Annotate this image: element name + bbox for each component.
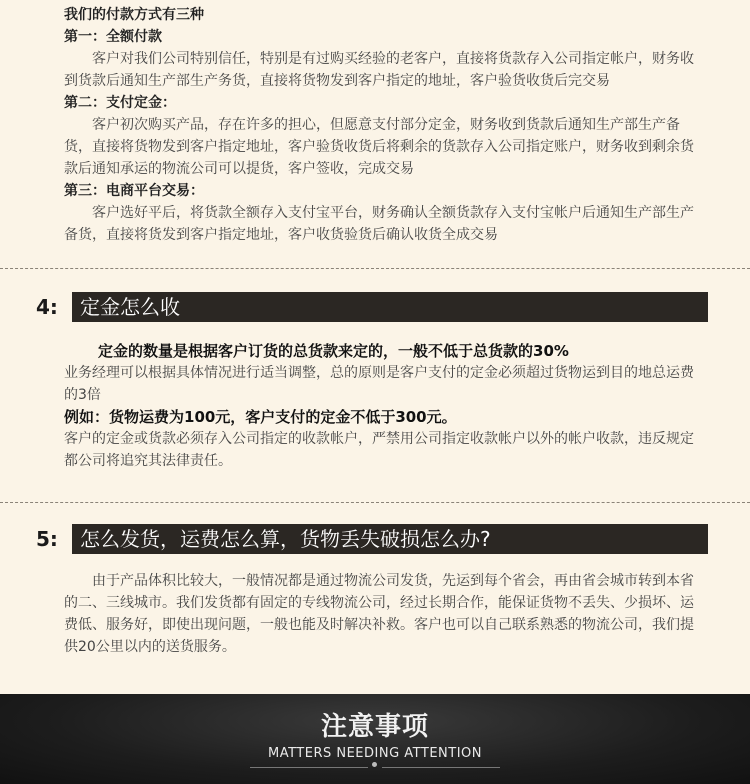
section-5-body	[64, 570, 704, 658]
section-number: 5:	[36, 527, 58, 551]
section-title: 定金怎么收	[80, 295, 180, 319]
banner-title: 注意事项	[320, 712, 429, 742]
banner-subtitle: MATTERS NEEDING ATTENTION	[267, 746, 483, 761]
deposit-account-rule: 客户的定金或货款必须存入公司指定的收款帐户，严禁用公司指定收款帐户以外的帐户收款，违反规定都公司将追究其法律责任。	[64, 431, 694, 469]
section-4-body	[64, 340, 704, 472]
payment-method-2-title: 第二：支付定金：	[64, 95, 176, 111]
divider	[0, 502, 750, 503]
banner-dot	[372, 762, 377, 767]
payment-method-1-body: 客户对我们公司特别信任，特别是有过购买经验的老客户，直接将货款存入公司指定帐户，财务收到货款后通知生产部生产务货，直接将货物发到客户指定的地址，客户验货收货后完交易	[64, 51, 694, 89]
divider	[0, 268, 750, 269]
section-4-header	[36, 292, 708, 322]
section-number: 4:	[36, 295, 58, 319]
deposit-rule: 定金的数量是根据客户订货的总货款来定的，一般不低于总货款的30%	[98, 342, 569, 360]
attention-banner	[0, 694, 750, 784]
section-title-bar	[72, 524, 708, 554]
payment-title: 我们的付款方式有三种	[64, 7, 204, 23]
section-title: 怎么发货，运费怎么算，货物丢失破损怎么办?	[80, 527, 491, 551]
payment-method-3-body: 客户选好平后，将货款全额存入支付宝平台，财务确认全额货款存入支付宝帐户后通知生产部生产备货，直接将货发到客户指定地址，客户收货验货后确认收货全成交易	[64, 205, 694, 243]
deposit-adjustment: 业务经理可以根据具体情况进行适当调整，总的原则是客户支付的定金必须超过货物运到目的地总运费的3倍	[64, 365, 694, 403]
payment-methods	[64, 4, 704, 246]
payment-method-3-title: 第三：电商平台交易：	[64, 183, 204, 199]
payment-method-1-title: 第一：全额付款	[64, 29, 162, 45]
section-5-header	[36, 524, 708, 554]
deposit-example: 例如：货物运费为100元，客户支付的定金不低于300元。	[64, 408, 457, 426]
shipping-paragraph: 由于产品体积比较大，一般情况都是通过物流公司发货，先运到每个省会，再由省会城市转到本省的二、三线城市。我们发货都有固定的专线物流公司，经过长期合作，能保证货物不丢失、少损坏、运费低、服务好，即使出现问题，一般也能及时解决补救。客户也可以自己联系熟悉的物流公司，我们提供20公里以内的送货服务。	[64, 573, 694, 655]
banner-rule-right	[382, 767, 500, 768]
banner-rule-left	[250, 767, 368, 768]
section-title-bar	[72, 292, 708, 322]
payment-method-2-body: 客户初次购买产品，存在许多的担心，但愿意支付部分定金，财务收到货款后通知生产部生产备货，直接将货物发到客户指定地址，客户验货收货后将剩余的货款存入公司指定账户，财务收到剩余货款后通知承运的物流公司可以提货，客户签收，完成交易	[64, 117, 694, 177]
